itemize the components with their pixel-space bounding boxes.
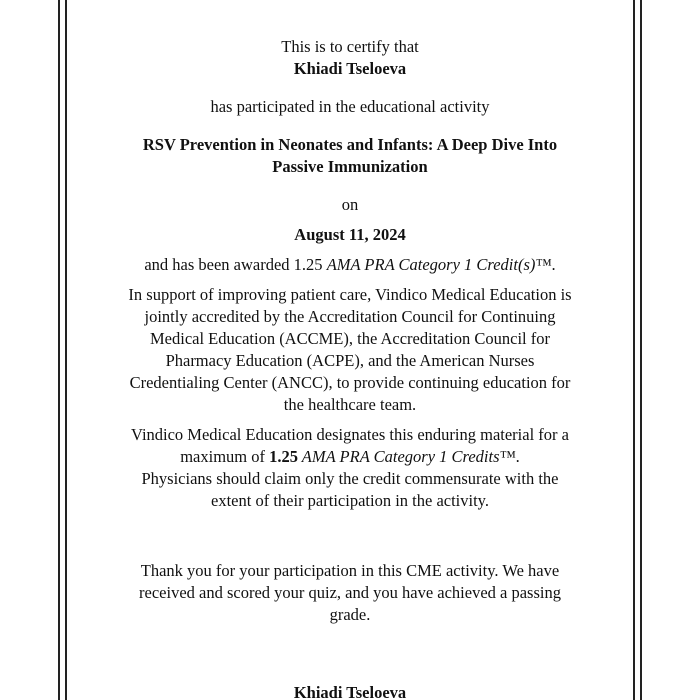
left-border-rule: [58, 0, 67, 700]
certificate-body: [80, 36, 620, 700]
accreditation-line-4: Pharmacy Education (ACPE), and the American Nurses: [165, 351, 535, 370]
certify-intro: This is to certify that: [281, 37, 419, 56]
accreditation-line-5: Credentialing Center (ANCC), to provide continuing education for: [129, 373, 571, 392]
designation-line-1: Vindico Medical Education designates this enduring material for a: [131, 425, 569, 444]
on-label: on: [341, 195, 359, 214]
designation-max-credit: AMA PRA Category 1 Credits™: [297, 447, 516, 466]
participation-statement: has participated in the educational activity: [210, 97, 490, 116]
recipient-name: Khiadi Tseloeva: [293, 59, 407, 78]
credit-awarded-suffix: .: [551, 255, 556, 274]
accreditation-line-1: In support of improving patient care, Vindico Medical Education is: [128, 285, 572, 304]
signature-name: Khiadi Tseloeva: [293, 683, 407, 700]
thanks-line-3: grade.: [329, 605, 371, 624]
designation-line-3: Physicians should claim only the credit commensurate with the: [141, 469, 559, 488]
credit-awarded-prefix: and has been awarded 1.25: [144, 255, 327, 274]
designation-line-2: [80, 446, 620, 468]
activity-title-line-2: Passive Immunization: [272, 157, 428, 176]
designation-line-4: extent of their participation in the activity.: [211, 491, 489, 510]
designation-max-prefix: maximum of: [180, 447, 270, 466]
accreditation-line-3: Medical Education (ACCME), the Accreditation Council for: [149, 329, 551, 348]
thanks-line-2: received and scored your quiz, and you have achieved a passing: [139, 583, 561, 602]
designation-max-value: 1.25: [269, 447, 298, 466]
activity-title-line-1: RSV Prevention in Neonates and Infants: A Deep Dive Into: [142, 135, 558, 154]
accreditation-line-6: the healthcare team.: [283, 395, 417, 414]
activity-date: August 11, 2024: [294, 225, 406, 244]
accreditation-line-2: jointly accredited by the Accreditation Council for Continuing: [144, 307, 556, 326]
designation-max-suffix: .: [515, 447, 520, 466]
credit-awarded-type: AMA PRA Category 1 Credit(s)™: [326, 255, 552, 274]
credit-awarded: [80, 254, 620, 276]
thanks-line-1: Thank you for your participation in this CME activity. We have: [140, 561, 560, 580]
right-border-rule: [633, 0, 642, 700]
